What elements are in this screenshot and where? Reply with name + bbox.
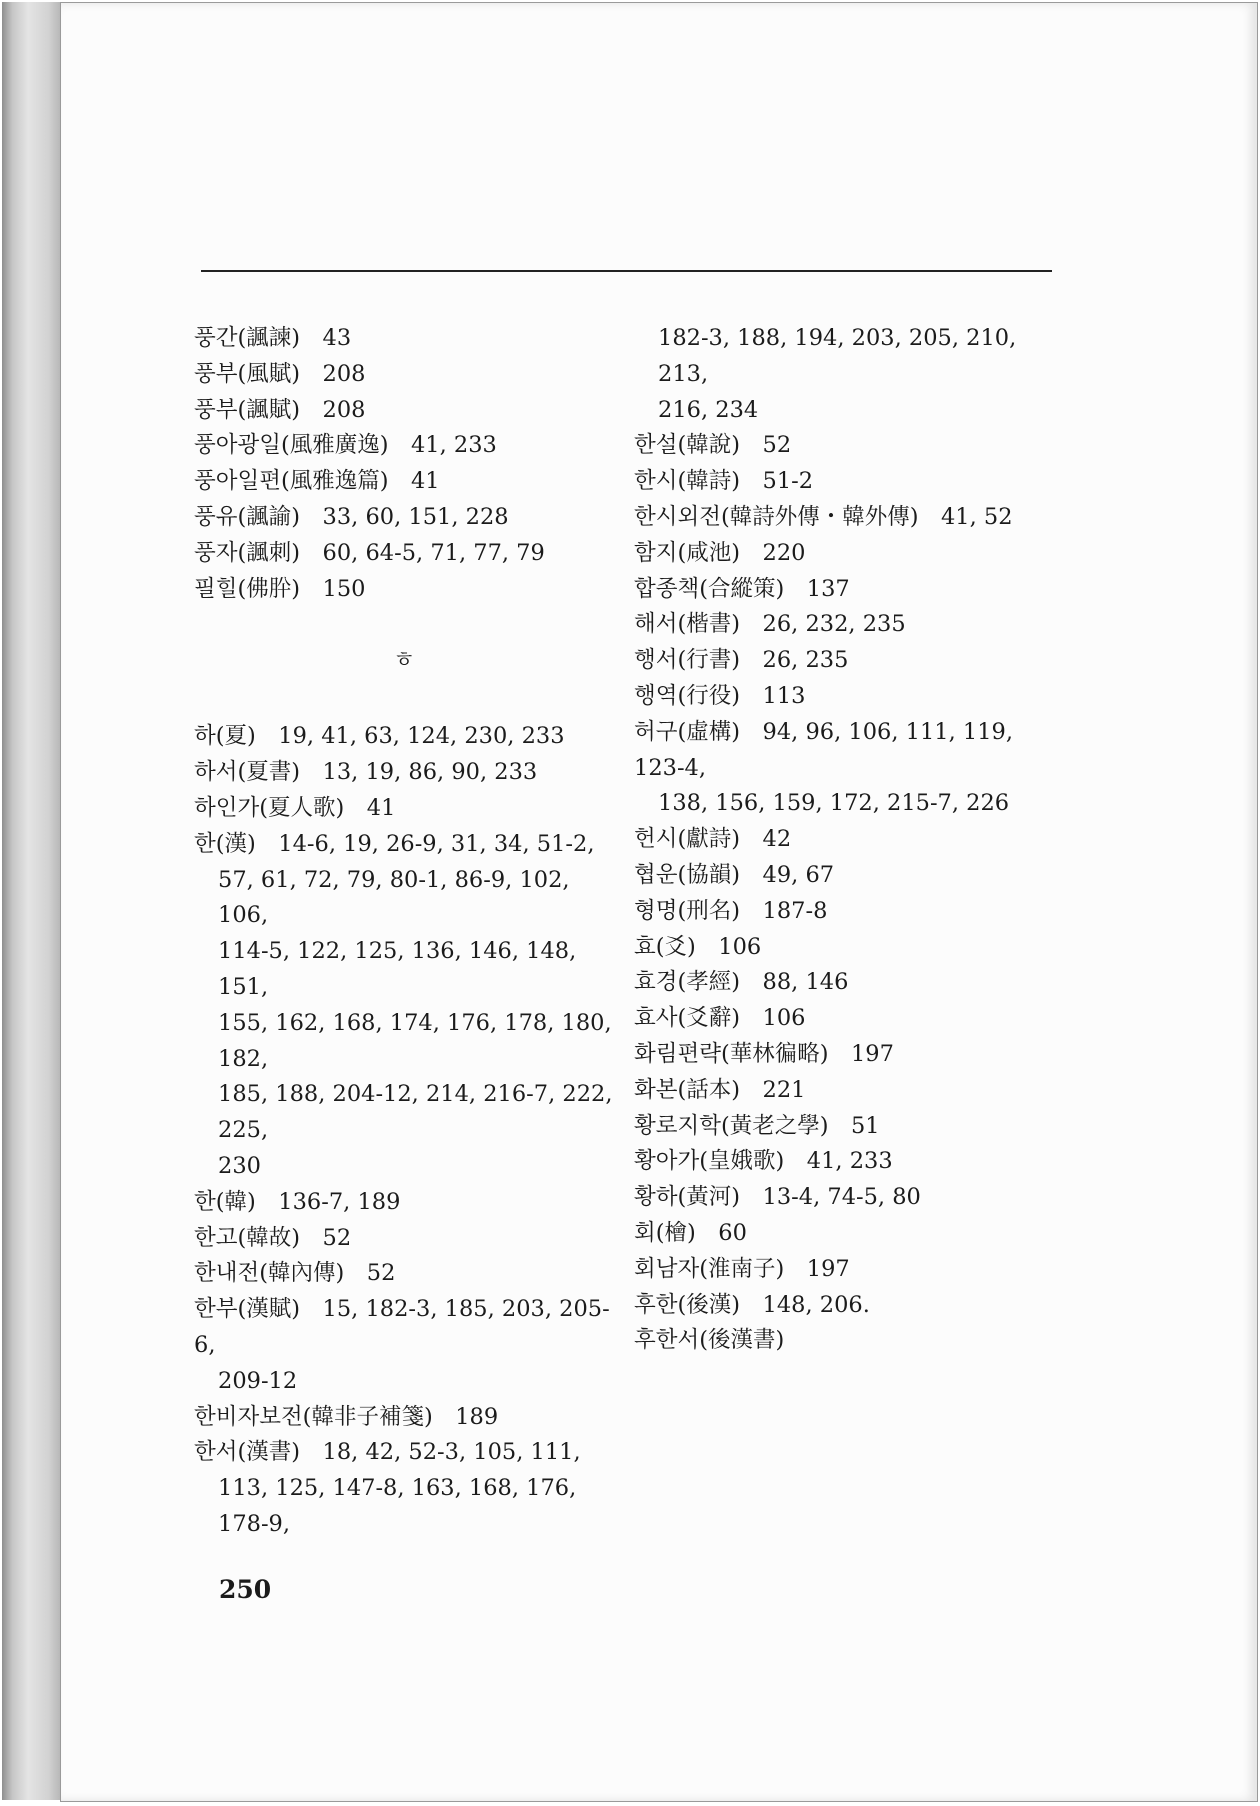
- index-entry: 한부(漢賦) 15, 182-3, 185, 203, 205-6,: [194, 1296, 610, 1358]
- index-entry: 한시(韓詩) 51-2: [634, 468, 814, 495]
- index-entry: 행서(行書) 26, 235: [634, 647, 849, 674]
- section-heading: ㅎ: [393, 648, 415, 674]
- index-entry: 효(爻) 106: [634, 933, 762, 960]
- index-entry: 한(漢) 14-6, 19, 26-9, 31, 34, 51-2,: [194, 830, 595, 857]
- book-page: [60, 2, 1258, 1802]
- index-entry-continuation: 182-3, 188, 194, 203, 205, 210, 213,: [658, 325, 1017, 387]
- index-entry-continuation: 230: [218, 1152, 261, 1179]
- index-entry: 효경(孝經) 88, 146: [634, 969, 849, 996]
- index-entry: 풍아광일(風雅廣逸) 41, 233: [194, 432, 497, 459]
- index-entry: 협운(協韻) 49, 67: [634, 861, 835, 888]
- index-entry-continuation: 216, 234: [658, 396, 759, 423]
- index-entry: 풍아일편(風雅逸篇) 41: [194, 468, 440, 495]
- index-entry: 형명(刑名) 187-8: [634, 897, 828, 924]
- index-entry: 황아가(皇娥歌) 41, 233: [634, 1148, 893, 1175]
- index-entry-continuation: 114-5, 122, 125, 136, 146, 148, 151,: [218, 938, 577, 1000]
- index-entry: 하(夏) 19, 41, 63, 124, 230, 233: [194, 723, 565, 750]
- index-entry: 한고(韓故) 52: [194, 1224, 352, 1251]
- index-entry: 풍유(諷諭) 33, 60, 151, 228: [194, 503, 509, 530]
- index-entry-continuation: 138, 156, 159, 172, 215-7, 226: [658, 790, 1010, 817]
- index-column-right: [634, 321, 1064, 1359]
- index-entry: 한내전(韓內傳) 52: [194, 1260, 396, 1287]
- index-entry-continuation: 185, 188, 204-12, 214, 216-7, 222, 225,: [218, 1081, 613, 1144]
- index-entry: 화본(話本) 221: [634, 1076, 806, 1103]
- index-entry: 회(檜) 60: [634, 1219, 747, 1246]
- index-entry: 하인가(夏人歌) 41: [194, 794, 396, 821]
- index-entry: 풍부(諷賦) 208: [194, 396, 366, 423]
- index-entry: 풍부(風賦) 208: [194, 360, 366, 387]
- index-entry: 풍간(諷諫) 43: [194, 325, 352, 351]
- index-entry: 헌시(獻詩) 42: [634, 826, 792, 853]
- index-entry: 풍자(諷刺) 60, 64-5, 71, 77, 79: [194, 539, 545, 566]
- index-entry: 행역(行役) 113: [634, 682, 806, 709]
- index-entry: 한비자보전(韓非子補箋) 189: [194, 1403, 499, 1430]
- index-entry: 화림편략(華林徧略) 197: [634, 1040, 894, 1067]
- index-entry: 한(韓) 136-7, 189: [194, 1188, 401, 1215]
- index-entry: 한서(漢書) 18, 42, 52-3, 105, 111,: [194, 1439, 581, 1466]
- index-entry: 함지(咸池) 220: [634, 539, 806, 566]
- index-entry: 한설(韓說) 52: [634, 432, 792, 459]
- index-entry: 회남자(淮南子) 197: [634, 1255, 850, 1282]
- header-rule: [201, 270, 1052, 272]
- index-entry-continuation: 155, 162, 168, 174, 176, 178, 180, 182,: [218, 1009, 612, 1072]
- index-column-left: [194, 321, 614, 1543]
- index-entry: 후한서(後漢書): [634, 1327, 785, 1354]
- index-entry: 황로지학(黃老之學) 51: [634, 1112, 880, 1139]
- index-entry: 하서(夏書) 13, 19, 86, 90, 233: [194, 759, 538, 786]
- index-entry: 한시외전(韓詩外傳・韓外傳) 41, 52: [634, 503, 1013, 530]
- book-spine: [2, 2, 61, 1800]
- index-entry-continuation: 209-12: [218, 1367, 298, 1394]
- index-entry-continuation: 57, 61, 72, 79, 80-1, 86-9, 102, 106,: [218, 866, 570, 929]
- page-number: 250: [219, 1575, 272, 1604]
- index-entry: 효사(爻辭) 106: [634, 1005, 806, 1032]
- index-entry: 합종책(合縱策) 137: [634, 575, 850, 602]
- index-entry: 황하(黃河) 13-4, 74-5, 80: [634, 1184, 921, 1211]
- index-entry: 필힐(佛肸) 150: [194, 575, 366, 602]
- index-entry: 허구(虛構) 94, 96, 106, 111, 119, 123-4,: [634, 718, 1013, 781]
- index-entry-continuation: 113, 125, 147-8, 163, 168, 176, 178-9,: [218, 1475, 577, 1537]
- index-entry: 후한(後漢) 148, 206.: [634, 1291, 870, 1318]
- index-entry: 해서(楷書) 26, 232, 235: [634, 611, 906, 638]
